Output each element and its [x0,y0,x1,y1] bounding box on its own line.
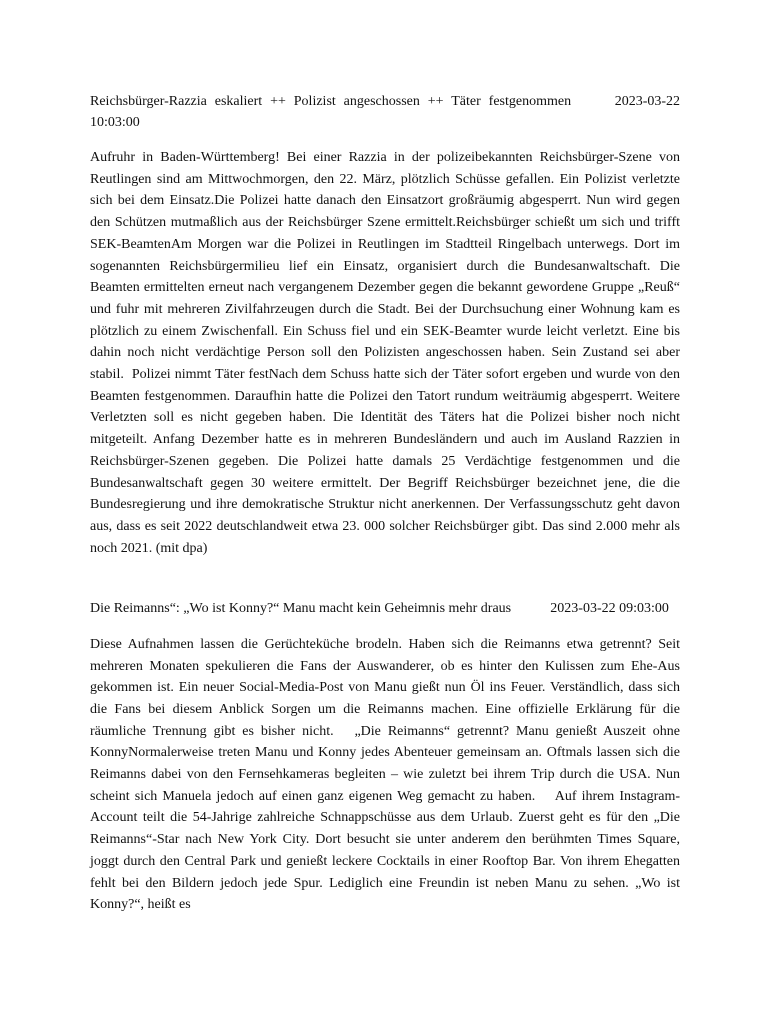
article-body: Diese Aufnahmen lassen die Gerüchteküche brodeln. Haben sich die Reimanns etwa getrennt? Seit mehreren Monaten spekulieren die Fans der Auswanderer, ob es hinter den Kulissen zum Ehe-Aus gekommen ist. Ein neuer Social-Media-Post von Manu gießt nun Öl ins Feuer. Verständlich, dass sich die Fans bei diesem Anblick Sorgen um die Reimanns machen. Eine offizielle Erklärung für die räumliche Trennung gibt es bisher nicht. „Die Reimanns“ getrennt? Manu genießt Auszeit ohne KonnyNormalerweise treten Manu und Konny jedes Abenteuer gemeinsam an. Oftmals lassen sich die Reimanns dabei von den Fernsehkameras begleiten – wie zuletzt bei ihrem Trip durch die USA. Nun scheint sich Manuela jedoch auf einen ganz eigenen Weg gemacht zu haben. Auf ihrem Instagram-Account teilt die 54-Jahrige zahlreiche Schnappschüsse aus dem Urlaub. Zuerst geht es für den „Die Reimanns“-Star nach New York City. Dort besucht sie unter anderem den berühmten Times Square, joggt durch den Central Park und genießt leckere Cocktails in einer Rooftop Bar. Von ihrem Ehegatten fehlt bei den Bildern jedoch jede Spur. Lediglich eine Freundin ist neben Manu zu sehen. „Wo ist Konny?“, heißt es [90,636,684,913]
document-page [90,92,684,916]
article-1 [90,92,684,559]
article-title: Die Reimanns“: „Wo ist Konny?“ Manu macht kein Geheimnis mehr draus [90,601,512,617]
article-header [90,92,680,133]
article-header [90,599,680,620]
article-2 [90,599,684,916]
article-datetime: 2023-03-22 09:03:00 [550,601,669,617]
article-title: Reichsbürger-Razzia eskaliert ++ Polizist angeschossen ++ Täter festgenommen [90,94,572,109]
article-datetime: 2023-03-22 10:03:00 [90,94,681,130]
article-body: Aufruhr in Baden-Württemberg! Bei einer Razzia in der polizeibekannten Reichsbürger-Szene von Reutlingen sind am Mittwochmorgen, den 22. März, plötzlich Schüsse gefallen. Ein Polizist verletzte sich bei dem Einsatz.Die Polizei hatte danach den Einsatzort großräumig abgesperrt. Nun wird gegen den Schützen mutmaßlich aus der Reichsbürger Szene ermittelt.Reichsbürger schießt um sich und trifft SEK-BeamtenAm Morgen war die Polizei in Reutlingen im Stadtteil Ringelbach unterwegs. Dort im sogenannten Reichsbürgermilieu lief ein Einsatz, organisiert durch die Bundesanwaltschaft. Die Beamten ermittelten erneut nach vergangenem Dezember gegen die bekannt gewordene Gruppe „Reuß“ und fuhr mit mehreren Zivilfahrzeugen durch die Stadt. Bei der Durchsuchung einer Wohnung kam es plötzlich zu einem Zwischenfall. Ein Schuss fiel und ein SEK-Beamter wurde leicht verletzt. Eine bis dahin noch nicht verdächtige Person soll den Polizisten angeschossen haben. Sein Zustand sei aber stabil. Polizei nimmt Täter festNach dem Schuss hatte sich der Täter sofort ergeben und wurde von den Beamten festgenommen. Daraufhin hatte die Polizei den Tatort rundum weiträumig abgesperrt. Weitere Verletzten soll es nicht gegeben haben. Die Identität des Täters hat die Polizei bisher noch nicht mitgeteilt. Anfang Dezember hatte es in mehreren Bundesländern und auch im Ausland Razzien in Reichsbürger-Szenen gegeben. Die Polizei hatte damals 25 Verdächtige festgenommen und die Bundesanwaltschaft gegen 30 weitere ermittelt. Der Begriff Reichsbürger bezeichnet jene, die die Bundesregierung und ihre demokratische Struktur nicht anerkennen. Der Verfassungsschutz geht davon aus, dass es seit 2022 deutschlandweit etwa 23. 000 solcher Reichsbürger gibt. Das sind 2.000 mehr als noch 2021. (mit dpa) [90,150,684,556]
